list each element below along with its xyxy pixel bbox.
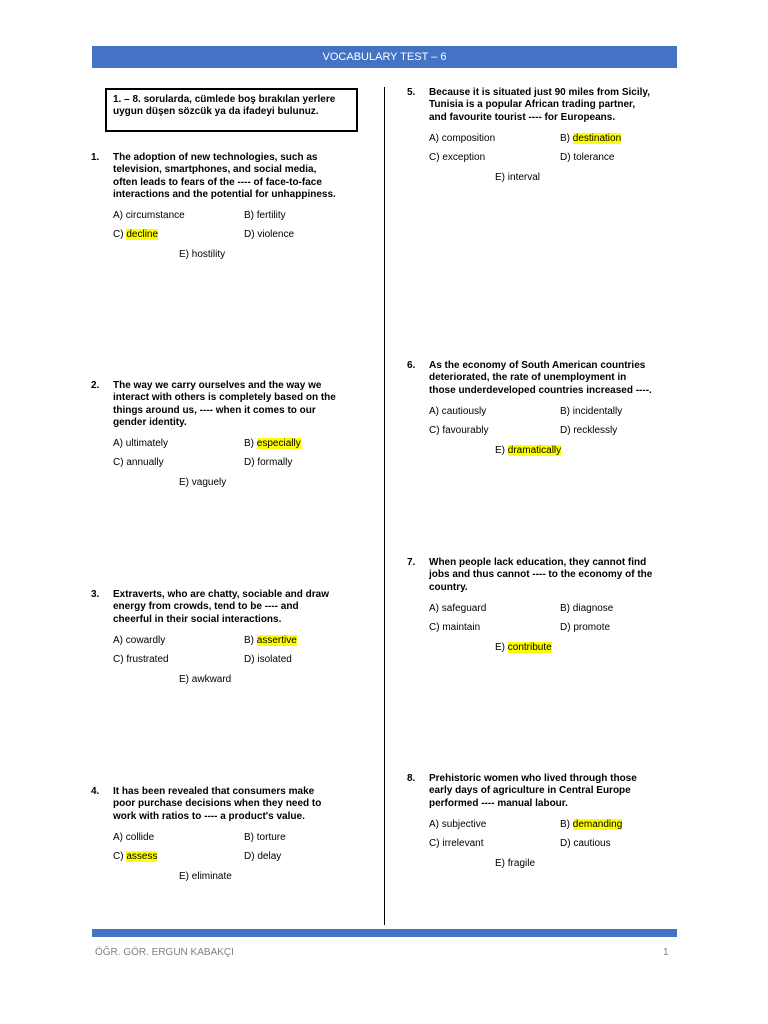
option-letter: A): [113, 210, 123, 222]
answer-option-d: [244, 654, 292, 665]
question-stem: [113, 589, 329, 626]
answer-option-d: [560, 425, 617, 436]
option-letter: A): [113, 634, 123, 646]
question-number: 7.: [407, 557, 416, 568]
test-title-bar: [92, 46, 677, 68]
option-letter: E): [495, 857, 505, 869]
answer-option-c: [429, 152, 485, 163]
test-title: VOCABULARY TEST – 6: [322, 51, 447, 63]
answer-option-c: [113, 654, 169, 665]
question-stem-line: poor purchase decisions when they need to: [113, 798, 322, 810]
option-letter: C): [113, 653, 124, 665]
option-letter: E): [179, 673, 189, 685]
option-letter: A): [113, 831, 123, 843]
answer-option-c: [113, 229, 158, 240]
option-letter: E): [179, 249, 189, 261]
answer-option-d: [560, 838, 611, 849]
option-letter: C): [113, 229, 124, 241]
answer-option-c: [429, 838, 483, 849]
option-letter: A): [429, 132, 439, 144]
footer-bar: [92, 929, 677, 937]
option-text: cautiously: [441, 405, 487, 417]
question-stem-line: often leads to fears of the ---- of face-to-face: [113, 176, 322, 188]
option-letter: D): [244, 457, 255, 469]
question-stem-line: those underdeveloped countries increased ----.: [429, 384, 652, 396]
option-text: hostility: [191, 249, 226, 261]
question-stem-line: interactions and the potential for unhappiness.: [113, 188, 336, 200]
answer-option-e: [179, 477, 226, 488]
option-text: formally: [257, 457, 293, 469]
option-letter: A): [429, 602, 439, 614]
question-stem: [113, 152, 336, 201]
answer-option-a: [113, 832, 154, 843]
question-stem-line: Tunisia is a popular African trading partner,: [429, 99, 636, 111]
question-stem-line: As the economy of South American countries: [429, 360, 646, 371]
option-letter: A): [429, 405, 439, 417]
option-text: tolerance: [573, 151, 615, 163]
option-letter: D): [244, 850, 255, 862]
option-text: subjective: [441, 818, 487, 830]
answer-option-d: [560, 622, 610, 633]
question-stem-line: It has been revealed that consumers make: [113, 786, 315, 797]
question-stem-line: interact with others is completely based on the: [113, 392, 336, 404]
answer-option-e: [179, 674, 231, 685]
option-text: recklessly: [573, 424, 618, 436]
answer-option-c: [113, 851, 157, 862]
question-stem-line: and favourite tourist ---- for Europeans.: [429, 111, 616, 123]
answer-option-e: [495, 172, 540, 183]
question-stem-line: Prehistoric women who lived through those: [429, 773, 637, 784]
option-text: irrelevant: [442, 837, 484, 849]
option-letter: B): [244, 634, 254, 646]
answer-option-d: [244, 229, 294, 240]
option-text: annually: [126, 457, 164, 469]
option-text: favourably: [442, 424, 489, 436]
option-letter: E): [179, 870, 189, 882]
question-stem-line: work with ratios to ---- a product's value.: [113, 810, 305, 822]
option-letter: C): [113, 850, 124, 862]
answer-option-a: [429, 406, 486, 417]
question-stem: [429, 87, 650, 124]
option-letter: C): [429, 621, 440, 633]
column-divider: [384, 87, 385, 925]
option-letter: E): [495, 641, 505, 653]
answer-option-b: [244, 438, 301, 449]
option-letter: C): [429, 151, 440, 163]
answer-option-b: [560, 133, 621, 144]
question-stem-line: performed ---- manual labour.: [429, 797, 568, 809]
option-letter: B): [560, 602, 570, 614]
answer-option-e: [179, 249, 225, 260]
answer-option-a: [113, 635, 165, 646]
option-text: vaguely: [191, 477, 227, 489]
highlighted-answer: assess: [126, 850, 158, 862]
option-letter: B): [560, 132, 570, 144]
option-text: circumstance: [125, 210, 185, 222]
option-text: incidentally: [572, 405, 623, 417]
question-stem: [429, 360, 652, 397]
option-text: maintain: [442, 621, 481, 633]
answer-option-b: [560, 603, 613, 614]
option-letter: B): [560, 405, 570, 417]
option-text: safeguard: [441, 602, 487, 614]
question-number: 8.: [407, 773, 416, 784]
option-text: interval: [507, 171, 541, 183]
option-text: exception: [442, 151, 486, 163]
option-text: cautious: [573, 837, 611, 849]
option-text: eliminate: [191, 870, 232, 882]
highlighted-answer: destination: [572, 132, 622, 144]
option-text: delay: [257, 850, 282, 862]
question-stem: [113, 380, 336, 429]
highlighted-answer: contribute: [507, 641, 552, 653]
answer-option-a: [429, 133, 495, 144]
answer-option-e: [495, 642, 552, 653]
question-stem-line: jobs and thus cannot ---- to the economy of the: [429, 569, 653, 581]
option-text: fertility: [256, 210, 286, 222]
page-number: 1: [663, 947, 669, 958]
option-letter: B): [560, 818, 570, 830]
answer-option-d: [560, 152, 614, 163]
option-text: promote: [573, 621, 611, 633]
option-letter: C): [429, 424, 440, 436]
answer-option-a: [429, 603, 486, 614]
question-stem-line: The way we carry ourselves and the way we: [113, 380, 322, 391]
question-stem: [429, 557, 652, 594]
question-number: 3.: [91, 589, 100, 600]
option-text: fragile: [507, 857, 536, 869]
question-number: 5.: [407, 87, 416, 98]
option-text: ultimately: [125, 438, 169, 450]
answer-option-b: [560, 406, 622, 417]
question-stem-line: deteriorated, the rate of unemployment in: [429, 372, 627, 384]
question-stem-line: cheerful in their social interactions.: [113, 613, 282, 625]
option-letter: A): [429, 818, 439, 830]
option-text: torture: [256, 831, 286, 843]
highlighted-answer: dramatically: [507, 444, 562, 456]
highlighted-answer: especially: [256, 438, 301, 450]
question-stem-line: The adoption of new technologies, such as: [113, 152, 318, 163]
option-letter: B): [244, 438, 254, 450]
answer-option-d: [244, 851, 281, 862]
option-text: diagnose: [572, 602, 614, 614]
answer-option-b: [244, 210, 286, 221]
question-stem-line: television, smartphones, and social media,: [113, 164, 317, 176]
answer-option-e: [495, 858, 535, 869]
option-letter: D): [560, 424, 571, 436]
option-text: collide: [125, 831, 155, 843]
question-stem-line: When people lack education, they cannot find: [429, 557, 647, 568]
option-letter: D): [560, 621, 571, 633]
question-stem-line: gender identity.: [113, 416, 187, 428]
option-letter: D): [244, 229, 255, 241]
question-number: 6.: [407, 360, 416, 371]
answer-option-b: [560, 819, 622, 830]
question-stem-line: things around us, ---- when it comes to our: [113, 404, 316, 416]
answer-option-c: [113, 457, 164, 468]
option-letter: B): [244, 210, 254, 222]
question-number: 1.: [91, 152, 100, 163]
option-letter: C): [429, 837, 440, 849]
question-stem-line: Because it is situated just 90 miles from Sicily,: [429, 87, 651, 98]
answer-option-c: [429, 425, 488, 436]
footer-author: ÖĞR. GÖR. ERGUN KABAKÇI: [95, 947, 234, 958]
option-text: frustrated: [126, 653, 169, 665]
answer-option-c: [429, 622, 480, 633]
option-text: cowardly: [125, 634, 166, 646]
question-stem: [113, 786, 321, 823]
highlighted-answer: decline: [126, 229, 159, 241]
instructions-box: 1. – 8. sorularda, cümlede boş bırakılan yerlere uygun düşen sözcük ya da ifadeyi bulunuz.: [105, 88, 358, 132]
question-stem-line: early days of agriculture in Central Europe: [429, 785, 631, 797]
question-number: 2.: [91, 380, 100, 391]
question-stem-line: Extraverts, who are chatty, sociable and draw: [113, 589, 330, 600]
question-stem-line: country.: [429, 581, 468, 593]
answer-option-a: [113, 210, 185, 221]
option-text: isolated: [257, 653, 292, 665]
option-letter: D): [560, 151, 571, 163]
option-letter: D): [244, 653, 255, 665]
answer-option-e: [179, 871, 232, 882]
option-text: composition: [441, 132, 496, 144]
answer-option-e: [495, 445, 561, 456]
question-stem-line: energy from crowds, tend to be ---- and: [113, 601, 299, 613]
option-letter: E): [179, 477, 189, 489]
answer-option-b: [244, 832, 286, 843]
question-stem: [429, 773, 637, 810]
answer-option-a: [429, 819, 486, 830]
question-number: 4.: [91, 786, 100, 797]
answer-option-d: [244, 457, 292, 468]
answer-option-a: [113, 438, 168, 449]
answer-option-b: [244, 635, 297, 646]
option-text: violence: [257, 229, 295, 241]
option-text: awkward: [191, 673, 232, 685]
option-letter: D): [560, 837, 571, 849]
highlighted-answer: assertive: [256, 634, 297, 646]
option-letter: B): [244, 831, 254, 843]
option-letter: E): [495, 444, 505, 456]
highlighted-answer: demanding: [572, 818, 623, 830]
option-letter: C): [113, 457, 124, 469]
option-letter: E): [495, 171, 505, 183]
option-letter: A): [113, 438, 123, 450]
